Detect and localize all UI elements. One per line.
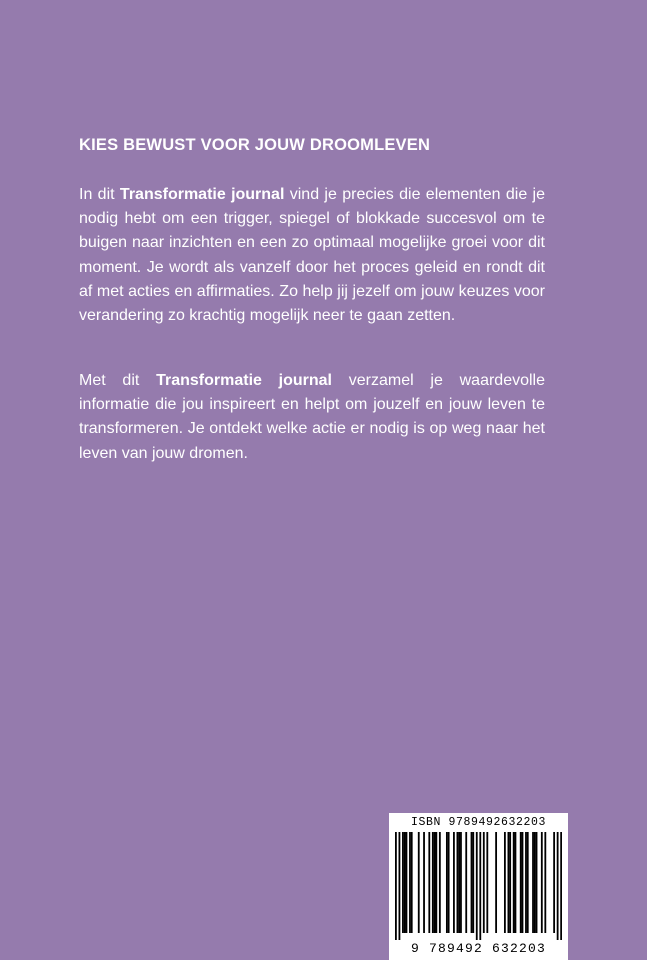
barcode-bar [508, 832, 510, 933]
barcode-bar [479, 832, 481, 940]
description-paragraph-1 [79, 183, 545, 328]
barcode-bars [395, 832, 562, 940]
barcode-bar [411, 832, 413, 933]
isbn-barcode [389, 813, 568, 960]
barcode-bar [418, 832, 420, 933]
barcode-bar [536, 832, 538, 933]
barcode-bar [404, 832, 406, 933]
barcode-bar [446, 832, 448, 933]
barcode-bar [395, 832, 397, 940]
barcode-bar [432, 832, 434, 933]
barcode-bar [513, 832, 515, 933]
barcode-bar [509, 832, 511, 933]
barcode-bar [399, 832, 401, 940]
barcode-bar [553, 832, 555, 933]
paragraph-2-body: verzamel je waardevolle informatie die jou inspireert en helpt om jouzelf en jouw leven te transformeren. Je ontdekt welke actie er nodig is op weg naar het leven van jouw dromen. [79, 372, 546, 462]
barcode-bar [434, 832, 436, 933]
barcode-bar [448, 832, 450, 933]
ean-digits: 9 789492 632203 [410, 941, 547, 956]
barcode-bar [486, 832, 488, 933]
barcode-bar [458, 832, 460, 933]
barcode-bar [560, 832, 562, 940]
barcode-bar [402, 832, 404, 933]
barcode-bar [406, 832, 408, 933]
barcode-bar [428, 832, 430, 933]
barcode-bar [557, 832, 559, 940]
description-paragraph-2 [79, 369, 545, 466]
cover-heading: KIES BEWUST VOOR JOUW DROOMLEVEN [79, 136, 431, 154]
barcode-bar [465, 832, 467, 933]
barcode-bar [522, 832, 524, 933]
barcode-bar [495, 832, 497, 933]
barcode-bar [439, 832, 441, 933]
barcode-bar [520, 832, 522, 933]
barcode-bar [423, 832, 425, 933]
isbn-label: ISBN 9789492632203 [410, 816, 547, 829]
paragraph-1-body: vind je precies die elementen die je nodig hebt om een trigger, spiegel of blokkade succesvol om te buigen naar inzichten en een zo optimaal mogelijke groei voor dit moment. Je wordt als vanzelf door het proces geleid en rondt dit af met acties en affirmaties. Zo help jij jezelf om jouw keuzes voor verandering zo krachtig mogelijk neer te gaan zetten. [79, 186, 546, 325]
barcode-bar [435, 832, 437, 933]
barcode-bar [457, 832, 459, 933]
paragraph-2-title: Transformatie journal [156, 372, 332, 389]
barcode-bar [534, 832, 536, 933]
barcode-bar [525, 832, 527, 933]
barcode-bar [483, 832, 485, 933]
barcode-bar [541, 832, 543, 933]
barcode-bar [460, 832, 462, 933]
barcode-bar [504, 832, 506, 933]
barcode-bar [532, 832, 534, 933]
barcode-bar [453, 832, 455, 933]
paragraph-1-intro: In dit [79, 186, 120, 203]
barcode-bar [515, 832, 517, 933]
barcode-bar [476, 832, 478, 940]
barcode-bar [472, 832, 474, 933]
paragraph-1-title: Transformatie journal [119, 186, 285, 203]
barcode-bar [544, 832, 546, 933]
paragraph-2-intro: Met dit [79, 372, 157, 389]
barcode-bar [471, 832, 473, 933]
barcode-bar [409, 832, 411, 933]
barcode-bar [527, 832, 529, 933]
